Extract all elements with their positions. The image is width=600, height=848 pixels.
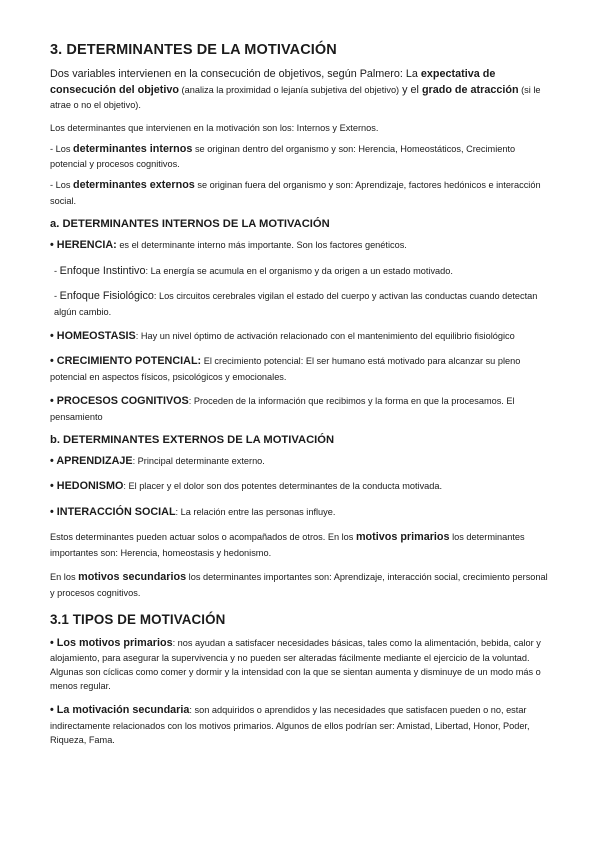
internal-bold: determinantes internos [72,142,193,155]
instintivo-text: : La energía se acumula en el organismo y da origen a un estado motivado. [145,265,453,276]
external-determinants-line [50,178,550,208]
internal-determinants-line [50,142,550,172]
estos-bold: motivos primarios [355,531,450,544]
procesos-text: : Proceden de la información que recibimos y la forma en que la procesamos. El pensamiento [50,395,515,422]
interaccion-text: : La relación entre las personas influye. [175,506,336,517]
primarios-item [50,636,550,694]
external-text: se originan fuera del organismo y son: Aprendizaje, factores hedónicos e interacción social. [50,180,541,206]
crecimiento-label: • CRECIMIENTO POTENCIAL: [50,355,202,368]
intro-text-2: (analiza la proximidad o lejanía subjetiva del objetivo) [179,84,400,95]
aprendizaje-label: • APRENDIZAJE [50,454,133,467]
intro-bold-grado: grado de atracción [421,83,519,96]
intro-text-4: (si le atrae o no el objetivo). [50,84,541,111]
secundarios-text-2: los determinantes importantes son: Aprendizaje, interacción social, crecimiento personal y procesos cognitivos. [50,571,548,598]
fisiologico-label: Enfoque Fisiológico [59,290,154,303]
fisiologico-text: : Los circuitos cerebrales vigilan el estado del cuerpo y activan las conductas cuando detectan algún cambio. [54,291,538,317]
procesos-label: • PROCESOS COGNITIVOS [50,394,189,407]
internal-prefix: - Los [50,143,73,154]
estos-text-1: Estos determinantes pueden actuar solos o acompañados de otros. En los [50,532,356,543]
estos-paragraph [50,530,550,560]
procesos-item [50,394,550,424]
external-bold: determinantes externos [72,179,195,192]
section-31-title: 3.1 TIPOS DE MOTIVACIÓN [50,611,226,627]
section-a-title: a. DETERMINANTES INTERNOS DE LA MOTIVACIÓN [50,217,330,230]
secundaria-label: • La motivación secundaria [50,704,190,717]
instintivo-item [50,264,550,280]
hedonismo-item [50,479,550,495]
internal-text: se originan dentro del organismo y son: Herencia, Homeostáticos, Crecimiento potencial y procesos cognitivos. [50,143,516,170]
secundarios-bold: motivos secundarios [78,570,187,583]
fisiologico-item [50,289,550,319]
aprendizaje-item [50,454,550,470]
instintivo-label: Enfoque Instintivo [59,264,146,277]
crecimiento-item [50,354,550,384]
instintivo-dash: - [54,265,60,276]
section-b-title: b. DETERMINANTES EXTERNOS DE LA MOTIVACIÓN [50,433,335,446]
primarios-label: • Los motivos primarios [50,636,173,649]
interaccion-item [50,505,550,521]
primarios-text: : nos ayudan a satisfacer necesidades básicas, tales como la alimentación, bebida, calor y alojamiento, para asegurar la supervivencia y no pueden ser alteradas fácilmente mediante el ejercicio de la voluntad. Algunas son cíclicas como comer y dormir y la intensidad con la que se sientan aumenta y disminuye de un modo más o menos regular. [50,637,541,692]
interaccion-label: • INTERACCIÓN SOCIAL [50,505,176,518]
secundarios-text-1: En los [50,571,79,582]
crecimiento-text: El crecimiento potencial: El ser humano está motivado para alcanzar su pleno potencial en aspectos físicos, psicológicos y emocionales. [50,356,521,382]
homeostasis-label: • HOMEOSTASIS [50,329,136,342]
homeostasis-item [50,329,550,345]
intro-paragraph [50,67,550,114]
herencia-text: es el determinante interno más importante. Son los factores genéticos. [116,239,407,250]
aprendizaje-text: : Principal determinante externo. [132,455,265,466]
secundarios-paragraph [50,570,550,600]
herencia-item [50,238,550,254]
secundaria-item [50,703,550,747]
homeostasis-text: : Hay un nivel óptimo de activación relacionado con el mantenimiento del equilibrio fisiológico [135,330,515,341]
herencia-label: • HERENCIA: [50,238,117,251]
hedonismo-label: • HEDONISMO [50,480,124,493]
estos-text-2: los determinantes importantes son: Herencia, homeostasis y hedonismo. [50,532,525,558]
external-prefix: - Los [50,180,73,191]
secundaria-text: : son adquiridos o aprendidos y las necesidades que satisfacen pueden o no, estar indirectamente relacionados con los motivos primarios. Algunos de ellos podrían ser: Amistad, Libertad, Honor, Poder, Riqueza, Fama. [50,705,530,745]
fisiologico-dash: - [54,291,60,302]
determinants-line: Los determinantes que intervienen en la motivación son los: Internos y Externos. [50,122,379,133]
intro-bold-expectativa: expectativa de consecución del objetivo [50,68,496,96]
intro-text-3: y el [399,83,422,96]
intro-text-1: Dos variables intervienen en la consecución de objetivos, según Palmero: La [50,68,421,80]
section-3-title: 3. DETERMINANTES DE LA MOTIVACIÓN [50,42,337,58]
hedonismo-text: : El placer y el dolor son dos potentes determinantes de la conducta motivada. [123,481,443,492]
